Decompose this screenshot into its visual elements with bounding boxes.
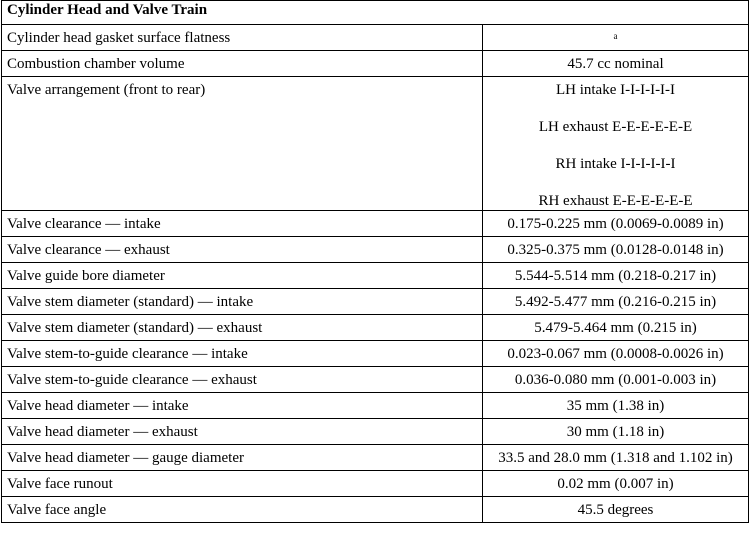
table-row [2,497,749,523]
spec-label: Valve stem-to-guide clearance — intake [2,341,483,367]
spec-value-line: RH exhaust E-E-E-E-E-E [538,193,693,209]
spec-value-line: LH exhaust E-E-E-E-E-E [538,119,693,135]
spec-label: Valve face angle [2,497,483,523]
spec-value: 0.175-0.225 mm (0.0069-0.0089 in) [483,211,749,237]
spec-footnote-ref: a [483,25,749,51]
spec-value: 0.036-0.080 mm (0.001-0.003 in) [483,367,749,393]
spec-value: 5.479-5.464 mm (0.215 in) [483,315,749,341]
spec-label: Valve face runout [2,471,483,497]
table-row [2,315,749,341]
spec-value: 0.325-0.375 mm (0.0128-0.0148 in) [483,237,749,263]
table-title: Cylinder Head and Valve Train [2,1,749,25]
table-row [2,237,749,263]
spec-value: 0.023-0.067 mm (0.0008-0.0026 in) [483,341,749,367]
table-row [2,393,749,419]
spec-label: Valve head diameter — exhaust [2,419,483,445]
spec-value-list [483,77,749,211]
spec-label: Valve arrangement (front to rear) [2,77,483,211]
table-row [2,263,749,289]
spec-label: Valve clearance — intake [2,211,483,237]
table-row [2,367,749,393]
spec-value: 30 mm (1.18 in) [483,419,749,445]
spec-value: 45.5 degrees [483,497,749,523]
table-row [2,25,749,51]
spec-label: Valve head diameter — gauge diameter [2,445,483,471]
spec-table [1,0,749,523]
spec-value: 45.7 cc nominal [483,51,749,77]
spec-value: 0.02 mm (0.007 in) [483,471,749,497]
table-row [2,445,749,471]
spec-value: 5.492-5.477 mm (0.216-0.215 in) [483,289,749,315]
spec-label: Valve clearance — exhaust [2,237,483,263]
spec-label: Valve stem diameter (standard) — intake [2,289,483,315]
table-row [2,341,749,367]
table-header-row [2,1,749,25]
spec-label: Valve guide bore diameter [2,263,483,289]
table-row [2,51,749,77]
table-row [2,211,749,237]
spec-label: Valve head diameter — intake [2,393,483,419]
spec-value-line: RH intake I-I-I-I-I-I [555,156,676,172]
table-row [2,77,749,211]
spec-label: Combustion chamber volume [2,51,483,77]
spec-label: Cylinder head gasket surface flatness [2,25,483,51]
spec-value: 35 mm (1.38 in) [483,393,749,419]
spec-value: 33.5 and 28.0 mm (1.318 and 1.102 in) [483,445,749,471]
spec-label: Valve stem diameter (standard) — exhaust [2,315,483,341]
spec-value-line: LH intake I-I-I-I-I-I [555,82,676,98]
spec-value: 5.544-5.514 mm (0.218-0.217 in) [483,263,749,289]
spec-label: Valve stem-to-guide clearance — exhaust [2,367,483,393]
table-row [2,471,749,497]
table-row [2,289,749,315]
table-row [2,419,749,445]
